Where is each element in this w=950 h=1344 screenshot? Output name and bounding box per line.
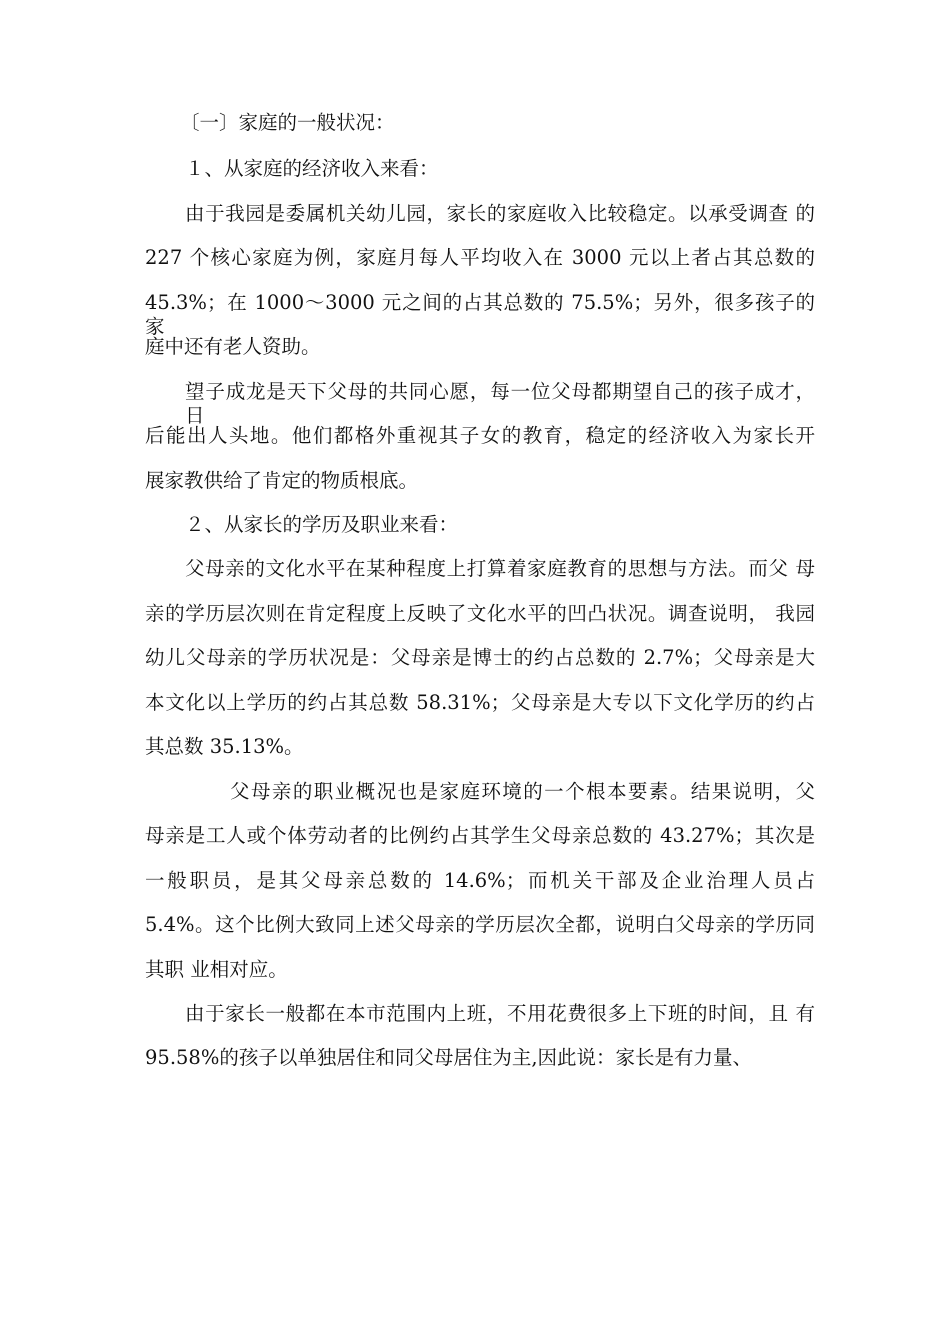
paragraph-line: 一般职员，是其父母亲总数的 14.6%；而机关干部及企业治理人员占 — [145, 869, 815, 892]
subsection-heading-income: １、从家庭的经济收入来看： — [185, 157, 439, 180]
paragraph-line: 父母亲的职业概况也是家庭环境的一个根本要素。结果说明，父 — [230, 780, 815, 803]
paragraph-line: 95.58%的孩子以单独居住和同父母居住为主,因此说：家长是有力量、 — [145, 1046, 753, 1069]
paragraph-line: 其职 业相对应。 — [145, 958, 288, 981]
paragraph-line: 本文化以上学历的约占其总数 58.31%；父母亲是大专以下文化学历的约占 — [145, 691, 815, 714]
paragraph-line: 望子成龙是天下父母的共同心愿，每一位父母都期望自己的孩子成才， 日 — [185, 380, 815, 427]
paragraph-line: 庭中还有老人资助。 — [145, 335, 321, 358]
paragraph-line: 母亲是工人或个体劳动者的比例约占其学生父母亲总数的 43.27%；其次是 — [145, 824, 815, 847]
paragraph-line: 父母亲的文化水平在某种程度上打算着家庭教育的思想与方法。而父 母 — [185, 557, 815, 580]
paragraph-line: 227 个核心家庭为例，家庭月每人平均收入在 3000 元以上者占其总数的 — [145, 246, 815, 269]
paragraph-line: 后能出人头地。他们都格外重视其子女的教育，稳定的经济收入为家长开 — [145, 424, 815, 447]
paragraph-line: 由于家长一般都在本市范围内上班，不用花费很多上下班的时间，且 有 — [185, 1002, 815, 1025]
paragraph-line: 45.3%；在 1000～3000 元之间的占其总数的 75.5%；另外，很多孩子的家 — [145, 291, 815, 338]
paragraph-line: 亲的学历层次则在肯定程度上反映了文化水平的凹凸状况。调查说明， 我园 — [145, 602, 815, 625]
section-heading: 〔一〕家庭的一般状况： — [180, 111, 395, 134]
paragraph-line: 5.4%。这个比例大致同上述父母亲的学历层次全都，说明白父母亲的学历同 — [145, 913, 815, 936]
paragraph-line: 由于我园是委属机关幼儿园，家长的家庭收入比较稳定。以承受调查 的 — [185, 202, 815, 225]
paragraph-line: 幼儿父母亲的学历状况是：父母亲是博士的约占总数的 2.7%；父母亲是大 — [145, 646, 815, 669]
subsection-heading-education: ２、从家长的学历及职业来看： — [185, 513, 459, 536]
paragraph-line: 其总数 35.13%。 — [145, 735, 304, 758]
paragraph-line: 展家教供给了肯定的物质根底。 — [145, 469, 419, 492]
